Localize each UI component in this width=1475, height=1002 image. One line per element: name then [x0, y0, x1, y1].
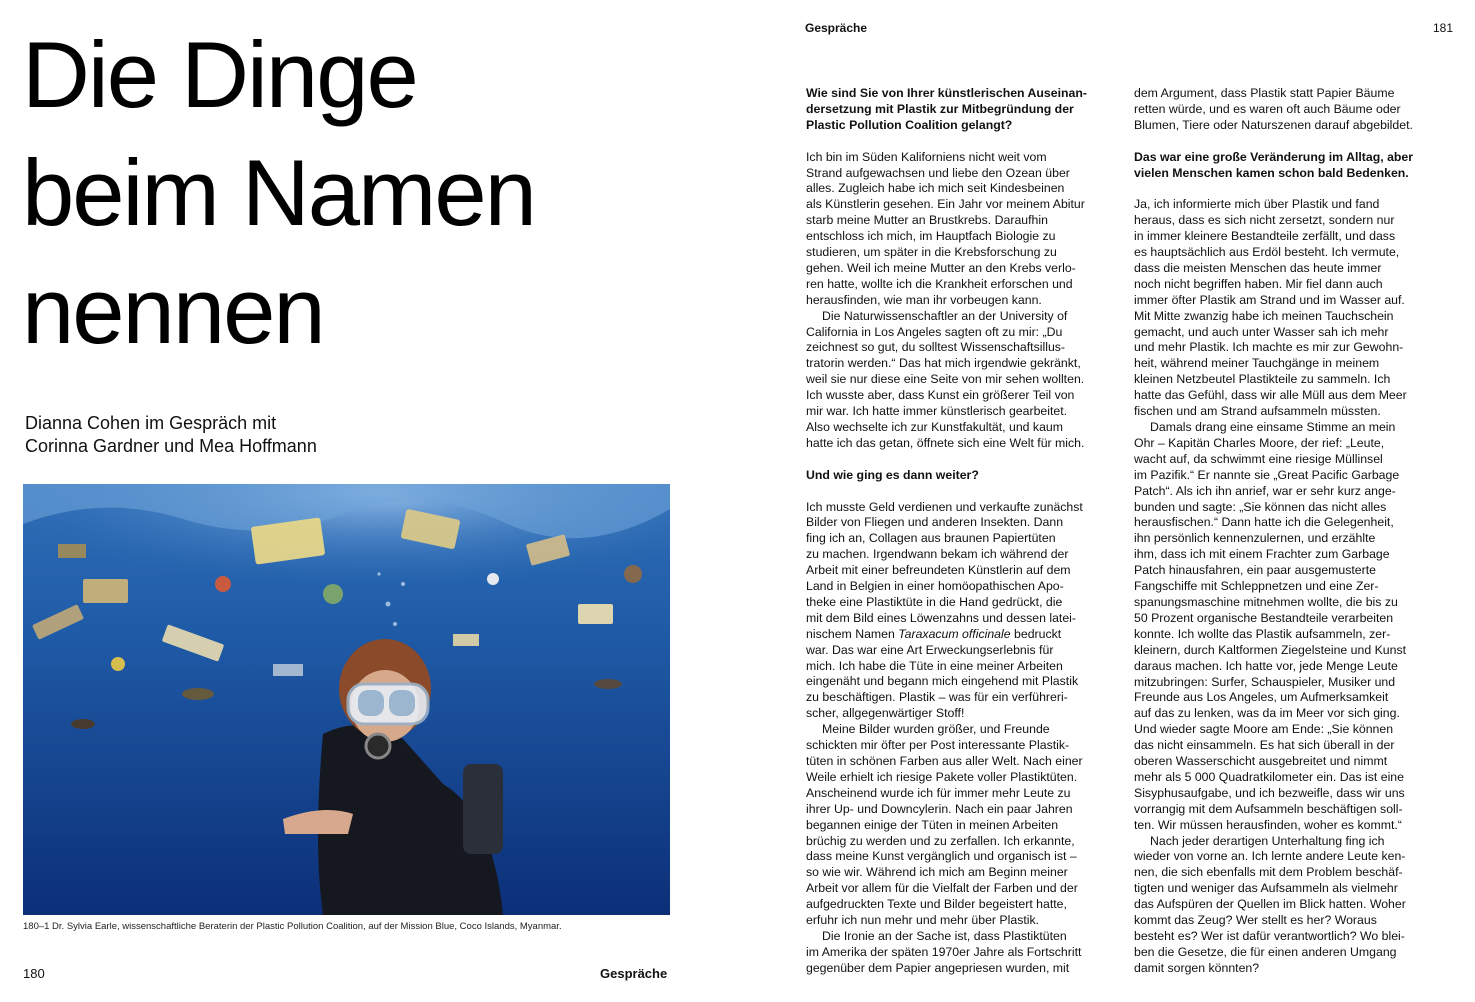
answer-paragraph: dem Argument, dass Plastik statt Papier Bäume retten würde, und es waren oft auch Bäume oder Blumen, Tiere oder Naturszenen darauf abgebildet. [1134, 86, 1413, 132]
answer-paragraph: Nach jeder derartigen Unterhaltung fing ich wieder von vorne an. Ich lernte andere Leute ken- nen, die sich ebenfalls mit dem Problem beschäf- tigten und weniger das Aufsammeln als vielmehr das Aufspüren der Quellen im Blick hatten. Woher kommt das Zeug? Wer stellt es her? Woraus besteht es? Wer ist dafür verantwortlich? Wo blei- ben die Gesetze, die für einen anderen Umgang damit sorgen könnten? [1134, 833, 1406, 975]
page-number-left: 180 [23, 966, 45, 981]
text-column-2 [1134, 86, 1434, 977]
photo-caption: 180–1 Dr. Sylvia Earle, wissenschaftliche Beraterin der Plastic Pollution Coalition, auf der Mission Blue, Coco Islands, Myanmar. [23, 921, 562, 932]
answer-paragraph: Die Ironie an der Sache ist, dass Plastiktüten im Amerika der späten 1970er Jahre als Fortschritt gegenüber dem Papier angepriesen wurden, mit [806, 928, 1082, 975]
article-subtitle: Dianna Cohen im Gespräch mit Corinna Gardner und Mea Hoffmann [25, 413, 317, 456]
question-3: Das war eine große Veränderung im Alltag, aber vielen Menschen kamen schon bald Bedenken. [1134, 149, 1414, 180]
species-name: Taraxacum officinale [898, 626, 1011, 641]
question-1: Wie sind Sie von Ihrer künstlerischen Auseinan- dersetzung mit Plastik zur Mitbegründung der Plastic Pollution Coalition gelangt? [806, 86, 1087, 132]
answer-paragraph: Ich bin im Süden Kaliforniens nicht weit vom Strand aufgewachsen und liebe den Ozean über alles. Zugleich habe ich mich seit Kindesbeinen als Künstlerin gesehen. Ein Jahr vor meinem Abitur starb meine Mutter an Brustkrebs. Daraufhin entschloss ich mich, im Hauptfach Biologie zu studieren, um später in die Krebsforschung zu gehen. Weil ich meine Mutter an den Krebs verlo- ren hatte, wollte ich die Krankheit erforschen und herausfinden, wie man ihr vorbeugen kann. [806, 149, 1085, 307]
right-page [737, 0, 1475, 1002]
answer-paragraph: Die Naturwissenschaftler an der University of California in Los Angeles sagten oft zu mir: „Du zeichnest so gut, du solltest Wissenschaftsillus- tratorin werden.“ Das hat mich irgendwie gekränkt, weil sie nur diese eine Seite von mir sehen wollten. Ich wusste aber, dass Kunst ein größerer Teil von mir war. Ich hatte immer künstlerisch gearbeitet. Also wechselte ich zur Kunstfakultät, und kaum hatte ich das getan, öffnete sich eine Welt für mich. [806, 308, 1085, 450]
left-page [0, 0, 737, 1002]
answer-paragraph: Ja, ich informierte mich über Plastik und fand heraus, dass es sich nicht zersetzt, sondern nur in immer kleinere Bestandteile zerfällt, und dass es hauptsächlich aus Erdöl besteht. Ich vermute, dass die meisten Menschen das heute immer noch nicht begriffen haben. Mir fiel dann auch immer öfter Plastik am Strand und im Wasser auf. Mit Mitte zwanzig habe ich meinen Tauchschein gemacht, und auch unter Wasser sah ich mehr und mehr Plastik. Ich machte es mir zur Gewohn- heit, während meiner Tauchgänge in meinem kleinen Netzbeutel Plastikteile zu sammeln. Ich hatte das Gefühl, dass wir alle Müll aus dem Meer fischen und am Strand aufsammeln müssten. [1134, 197, 1407, 419]
running-head-right: Gespräche [805, 21, 868, 35]
running-head-left: Gespräche [600, 966, 668, 981]
page-number-right: 181 [1433, 21, 1454, 35]
article-title: Die Dinge beim Namen nennen [22, 22, 535, 363]
answer-paragraph: Ich musste Geld verdienen und verkaufte zunächst Bilder von Fliegen und anderen Insekten. Dann fing ich an, Collagen aus braunen Papiertüten zu machen. Irgendwann bekam ich während der Arbeit mit einer befreundeten Künstlerin auf dem Land in Belgien in einer homöopathischen Apo- theke eine Plastiktüte in die Hand gedrückt, die mit dem Bild eines Löwenzahns und dessen latei- nischem Namen Taraxacum officinale bedruckt war. Das war eine Art Erweckungserlebnis für mich. Ich habe die Tüte in eine meiner Arbeiten eingenäht und begann mich eingehend mit Plastik zu beschäftigen. Plastik – was für ein verführeri- scher, allgegenwärtiger Stoff! [806, 499, 1083, 721]
diver-photo [23, 484, 670, 915]
question-2: Und wie ging es dann weiter? [806, 467, 979, 482]
answer-paragraph: Damals drang eine einsame Stimme an mein Ohr – Kapitän Charles Moore, der rief: „Leute, wacht auf, da schwimmt eine riesige Müllinsel im Pazifik.“ Er nannte sie „Great Pacific Garbage Patch“. Als ich ihn anrief, war er sehr kurz ange- bunden und sagte: „Sie können das nicht alles herausfischen.“ Dann hatte ich die Gelegenheit, ihn persönlich kennenzulernen, und erzählte ihm, dass ich mit einem Frachter zum Garbage Patch hinausfahren, ein paar ausgemusterte Fangschiffe mit Schleppnetzen und eine Zer- spanungsmaschine mitnehmen wollte, die bis zu 50 Prozent organische Bestandteile verarbeiten konnte. Ich wollte das Plastik aufsammeln, zer- kleinern, durch Kaltformen Ziegelsteine und Kunst daraus machen. Ich hatte vor, jede Menge Leute mitzubringen: Surfer, Schauspieler, Musiker und Freunde aus Los Angeles, um Aufmerksamkeit auf das zu lenken, was da im Meer vor sich ging. Und wieder sagte Moore am Ende: „Sie können das nicht einsammeln. Es hat sich überall in der oberen Wasserschicht ausgebreitet und nimmt mehr als 5 000 Quadratkilometer ein. Das ist eine Sisyphusaufgabe, und ich bezweifle, dass wir uns vorrangig mit dem Aufsammeln beschäftigen soll- ten. Wir müssen herausfinden, woher es kommt.“ [1134, 420, 1407, 832]
text-column-1 [806, 86, 1106, 977]
answer-paragraph: Meine Bilder wurden größer, und Freunde schickten mir öfter per Post interessante Plastik- tüten in schönen Farben aus aller Welt. Nach einer Weile erhielt ich riesige Pakete voller Plastiktüten. Anscheinend wurde ich für immer mehr Leute zu ihrer Up- und Downcylerin. Nach ein paar Jahren begannen einige der Tüten in meinen Arbeiten brüchig zu werden und zu zerfallen. Ich erkannte, dass meine Kunst vergänglich und organisch ist – so wie wir. Während ich mich am Beginn meiner Arbeit vor allem für die Vielfalt der Farben und der aufgedruckten Texte und Bilder begeistert hatte, erfuhr ich nun mehr und mehr über Plastik. [806, 722, 1083, 928]
